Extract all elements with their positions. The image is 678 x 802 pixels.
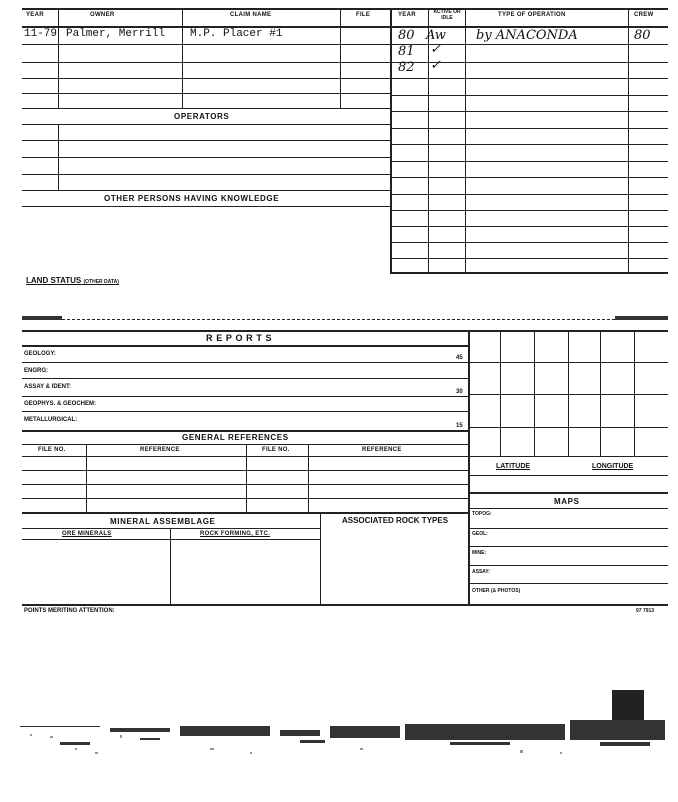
col-active-idle: ACTIVE OR IDLE — [433, 9, 461, 21]
col-crew: CREW — [634, 12, 654, 18]
col-year: YEAR — [26, 12, 44, 18]
op-crew-1: 80 — [634, 28, 651, 43]
report-engrg: ENGRG: — [24, 368, 48, 374]
op-year-3: 82 — [398, 60, 415, 75]
reports-heading: R E P O R T S — [206, 333, 273, 343]
col-type-of-operation: TYPE OF OPERATION — [498, 12, 566, 18]
scan-blot-square — [612, 690, 644, 720]
op-year-1: 80 — [398, 28, 415, 43]
op-status-1: Aw — [426, 28, 446, 43]
ref-col-reference-1: REFERENCE — [140, 447, 180, 453]
op-type-1: by ANACONDA — [476, 28, 578, 43]
other-persons-heading: OTHER PERSONS HAVING KNOWLEDGE — [104, 194, 280, 203]
maps-mine: MINE: — [472, 550, 487, 556]
report-metallurgical: METALLURGICAL: — [24, 417, 78, 423]
report-geology-num: 45 — [456, 355, 463, 361]
col-ore-minerals: ORE MINERALS — [62, 531, 112, 537]
col-file: FILE — [356, 12, 371, 18]
ref-col-file-no-1: FILE NO. — [38, 447, 66, 453]
report-assay: ASSAY & IDENT: — [24, 384, 72, 390]
maps-assay: ASSAY: — [472, 569, 491, 575]
op-status-2: ✓ — [430, 42, 441, 57]
latitude-label: LATITUDE — [496, 463, 531, 470]
entry-owner: Palmer, Merrill — [66, 28, 166, 40]
entry-claim-name: M.P. Placer #1 — [190, 28, 283, 40]
form-code: 97 7913 — [636, 608, 655, 614]
report-assay-num: 30 — [456, 389, 463, 395]
report-geology: GEOLOGY: — [24, 351, 56, 357]
scan-noise-band — [20, 720, 665, 746]
maps-geol: GEOL: — [472, 531, 488, 537]
mineral-assemblage-heading: MINERAL ASSEMBLAGE — [110, 517, 216, 526]
maps-topog: TOPOG: — [472, 511, 492, 517]
report-geophys: GEOPHYS. & GEOCHEM: — [24, 401, 97, 407]
longitude-label: LONGITUDE — [592, 463, 634, 470]
general-references-heading: GENERAL REFERENCES — [182, 433, 289, 442]
land-status-label: LAND STATUS (OTHER DATA) — [26, 276, 119, 285]
col-claim-name: CLAIM NAME — [230, 12, 272, 18]
associated-rock-types-heading: ASSOCIATED ROCK TYPES — [341, 516, 449, 525]
op-status-3: ✓ — [430, 58, 441, 73]
operators-heading: OPERATORS — [174, 112, 230, 121]
col-owner: OWNER — [90, 12, 115, 18]
maps-other: OTHER (& PHOTOS) — [472, 588, 521, 594]
entry-year: 11-79 — [24, 28, 58, 40]
scan-noise — [0, 690, 678, 780]
ref-col-reference-2: REFERENCE — [362, 447, 402, 453]
col-rock-forming: ROCK FORMING, ETC. — [200, 531, 271, 537]
op-year-2: 81 — [398, 44, 415, 59]
points-meriting-label: POINTS MERITING ATTENTION: — [24, 608, 115, 614]
maps-heading: MAPS — [554, 497, 580, 506]
ref-col-file-no-2: FILE NO. — [262, 447, 290, 453]
report-metallurgical-num: 15 — [456, 423, 463, 429]
col-year-2: YEAR — [398, 12, 416, 18]
